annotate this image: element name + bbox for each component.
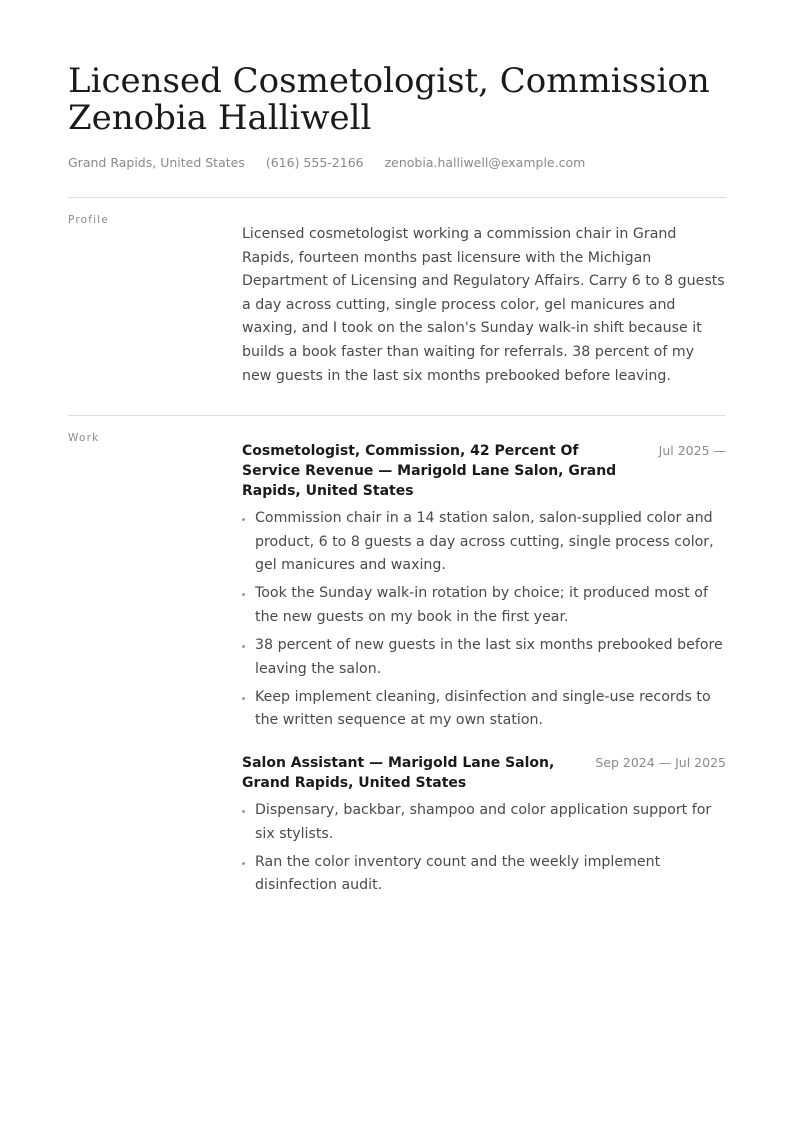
contact-line <box>68 155 726 170</box>
job-bullet: Ran the color inventory count and the weekly implement disinfection audit. <box>242 851 726 898</box>
job-bullet: Dispensary, backbar, shampoo and color application support for six stylists. <box>242 799 726 846</box>
job-bullets <box>242 799 726 898</box>
job-bullet: Commission chair in a 14 station salon, salon-supplied color and product, 6 to 8 guests a day across cutting, single process color, gel manicures and waxing. <box>242 507 726 578</box>
job-bullets <box>242 507 726 733</box>
contact-phone[interactable]: (616) 555-2166 <box>265 155 364 170</box>
work-section <box>68 416 726 902</box>
resume-page <box>68 60 726 902</box>
contact-email[interactable]: zenobia.halliwell@example.com <box>384 155 586 170</box>
job-dates: Sep 2024 — Jul 2025 <box>595 755 726 770</box>
profile-label: Profile <box>68 214 110 226</box>
job-bullet: Took the Sunday walk-in rotation by choice; it produced most of the new guests on my book in the first year. <box>242 582 726 629</box>
candidate-name: Zenobia Halliwell <box>68 98 372 138</box>
job-bullet: Keep implement cleaning, disinfection and single-use records to the written sequence at my own station. <box>242 686 726 733</box>
contact-location: Grand Rapids, United States <box>68 155 245 170</box>
job-title-heading: Licensed Cosmetologist, Commission <box>68 61 710 101</box>
job-title: Salon Assistant — Marigold Lane Salon, Grand Rapids, United States <box>242 755 555 791</box>
profile-text: Licensed cosmetologist working a commission chair in Grand Rapids, fourteen months past licensure with the Michigan Department of Licensing and Regulatory Affairs. Carry 6 to 8 guests a day across cutting, single process color, gel manicures and waxing, and I took on the salon's Sunday walk-in shift because it builds a book faster than waiting for referrals. 38 percent of my new guests in the last six months prebooked before leaving. <box>242 226 725 384</box>
job-entry <box>242 441 726 733</box>
work-label: Work <box>68 432 100 445</box>
profile-section <box>68 198 726 388</box>
resume-heading <box>68 60 726 137</box>
job-entry <box>242 753 726 898</box>
job-bullet: 38 percent of new guests in the last six months prebooked before leaving the salon. <box>242 634 726 681</box>
job-dates: Jul 2025 — <box>658 443 726 459</box>
job-title: Cosmetologist, Commission, 42 Percent Of Service Revenue — Marigold Lane Salon, Grand Rapids, United States <box>242 443 617 500</box>
